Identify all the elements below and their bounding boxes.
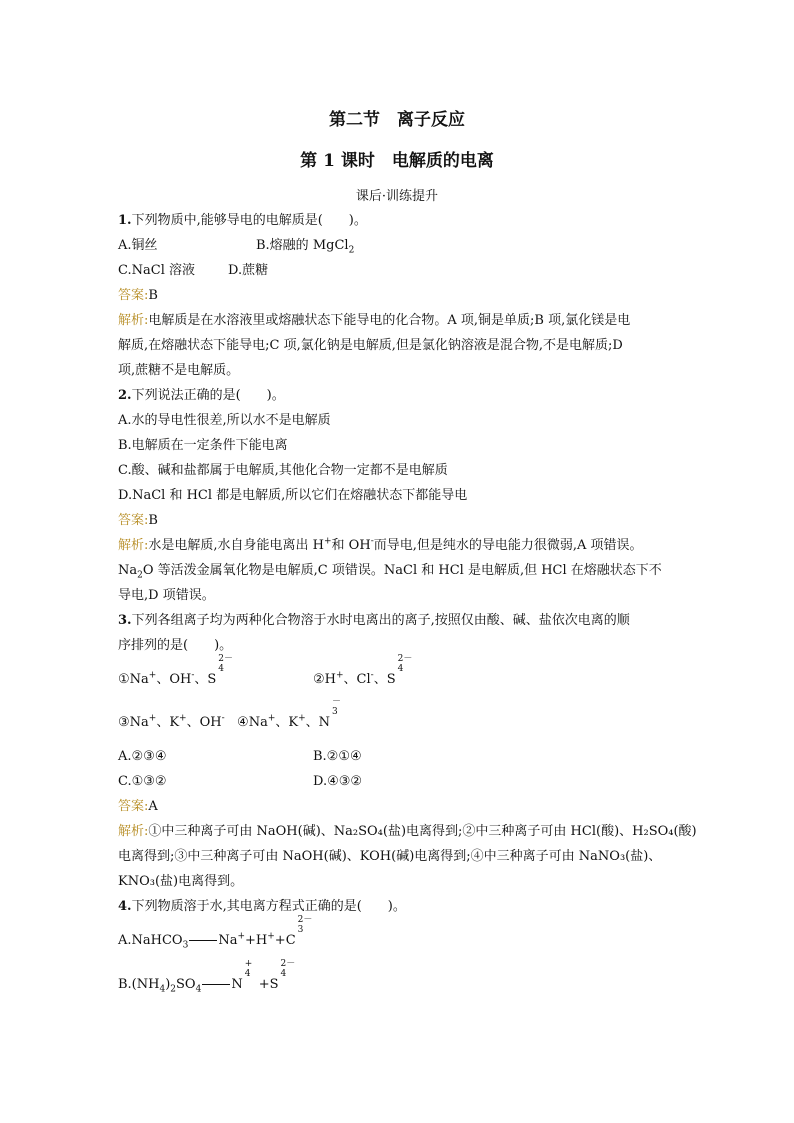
q1-analysis-line-1: 解析:电解质是在水溶液里或熔融状态下能导电的化合物。A 项,铜是单质;B 项,氯化镁是电 (118, 313, 631, 328)
analysis-label: 解析: (118, 313, 149, 328)
q3-option-b: B.②①④ (313, 749, 362, 764)
subtitle: 课后·训练提升 (355, 189, 439, 204)
answer-value: A (148, 799, 158, 814)
q1-option-c: C.NaCl 溶液 (118, 263, 195, 278)
q3-number: 3. (118, 613, 132, 628)
q3-groups-3-4 (118, 697, 674, 744)
q3-options-cd (118, 769, 674, 794)
q4-stem: 4.下列物质溶于水,其电离方程式正确的是( )。 (118, 899, 406, 914)
q2-analysis-line-2: $Na_2O$ 等活泼金属氧化物是电解质,C 项错误。NaCl 和 HCl 是电解质,但 HCl 在熔融状态下不 (118, 563, 662, 581)
q2-stem: 2.下列说法正确的是( )。 (118, 388, 285, 403)
q1-analysis-line-2: 解质,在熔融状态下能导电;C 项,氯化钠是电解质,但是氯化钠溶液是混合物,不是电解质;D (118, 338, 623, 353)
q1-options-ab (118, 233, 674, 258)
q4-number: 4. (118, 899, 132, 914)
q2-option-a: A.水的导电性很差,所以水不是电解质 (118, 413, 331, 428)
q1-stem (118, 208, 674, 233)
q3-stem-line-2: 序排列的是( )。 (118, 638, 233, 653)
question-content (118, 208, 697, 1007)
q1-number: 1. (118, 213, 132, 228)
section-title: 第二节 离子反应 (329, 110, 465, 130)
q1-option-b: B.熔融的 MgCl$_2$ (256, 238, 355, 256)
q2-option-c: C.酸、碱和盐都属于电解质,其他化合物一定都不是电解质 (118, 463, 448, 478)
q3-option-a: A.②③④ (118, 749, 167, 764)
q2-number: 2. (118, 388, 132, 403)
q3-group-4: ④Na+、K+、N － 3 (237, 697, 342, 730)
answer-value: B (148, 513, 158, 528)
q4-option-a: A.NaHCO$_3$ Na++H++C 2－ 3 (118, 915, 313, 951)
q1-options-cd (118, 258, 674, 283)
q3-answer (118, 794, 674, 819)
answer-label: 答案: (118, 288, 149, 303)
q1-option-d: D.蔗糖 (228, 263, 269, 278)
analysis-label: 解析: (118, 538, 149, 553)
q4-option-b: $B.(NH_4)_2SO_4$ N + 4 +S 2－ 4 (118, 959, 296, 995)
q2-analysis-line-1: 解析:水是电解质,水自身能电离出 H+和 OH-而导电,但是纯水的导电能力很微弱,A 项错误。 (118, 536, 643, 553)
q3-analysis-line-2: 电离得到;③中三种离子可由 NaOH(碱)、KOH(碱)电离得到;④中三种离子可由 NaNO₃(盐)、 (118, 849, 662, 864)
q2-option-d: D.NaCl 和 HCl 都是电解质,所以它们在熔融状态下都能导电 (118, 488, 468, 503)
q3-groups-1-2 (118, 654, 674, 702)
q3-group-3: ③Na+、K+、OH- (118, 713, 225, 730)
q3-option-c: C.①③② (118, 774, 167, 789)
lesson-title: 第 1 课时 电解质的电离 (300, 151, 494, 171)
q3-option-d: D.④③② (313, 774, 363, 789)
reaction-arrow (202, 984, 230, 985)
analysis-label: 解析: (118, 824, 149, 839)
answer-value: B (148, 288, 158, 303)
q3-group-1: ①Na+、OH-、S 2－ 4 (118, 654, 234, 687)
q3-analysis-line-1: 解析:①中三种离子可由 NaOH(碱)、Na₂SO₄(盐)电离得到;②中三种离子可由 HCl(酸)、H₂SO₄(酸) (118, 824, 697, 839)
q1-answer (118, 283, 674, 308)
reaction-arrow (189, 940, 217, 941)
q3-options-ab (118, 744, 674, 769)
q3-stem-line-1: 3.下列各组离子均为两种化合物溶于水时电离出的离子,按照仅由酸、碱、盐依次电离的顺 (118, 613, 630, 628)
answer-label: 答案: (118, 513, 149, 528)
q2-option-b: B.电解质在一定条件下能电离 (118, 438, 288, 453)
q1-analysis-line-3: 项,蔗糖不是电解质。 (118, 363, 240, 378)
q3-group-2: ②H+、Cl-、S 2－ 4 (313, 654, 413, 687)
answer-label: 答案: (118, 799, 149, 814)
q2-answer (118, 508, 674, 533)
q2-analysis-line-3: 导电,D 项错误。 (118, 588, 215, 603)
q1-stem-text: 下列物质中,能够导电的电解质是( )。 (131, 213, 367, 228)
q1-option-a: A.铜丝 (118, 238, 158, 253)
q3-analysis-line-3: KNO₃(盐)电离得到。 (118, 874, 244, 889)
